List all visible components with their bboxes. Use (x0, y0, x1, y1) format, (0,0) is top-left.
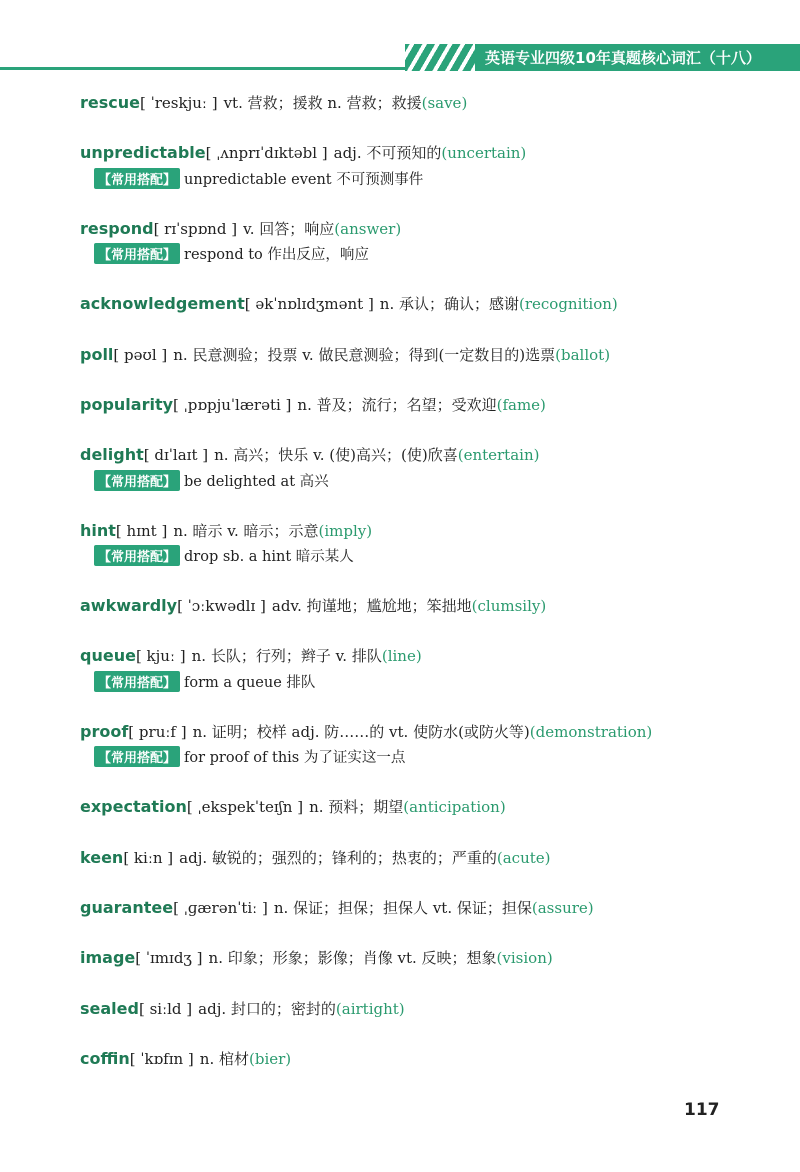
headword: queue (80, 646, 136, 666)
definition: n. 民意测验；投票 v. 做民意测验；得到(一定数目的)选票 (173, 345, 556, 364)
entry-line (80, 796, 770, 820)
collocation-line (94, 544, 770, 568)
synonym: (line) (381, 647, 422, 666)
vocab-entry (80, 847, 770, 897)
definition: n. 证明；校样 adj. 防……的 vt. 使防水(或防火等) (192, 722, 530, 741)
vocab-entry (80, 344, 770, 394)
headword: rescue (80, 93, 140, 112)
collocation-example: for proof of this 为了证实这一点 (184, 750, 406, 767)
vocab-entry (80, 444, 770, 520)
phonetic: [ ˈkɒfɪn ] (129, 1049, 194, 1068)
vocab-entry (80, 796, 770, 846)
synonym: (airtight) (335, 999, 405, 1018)
synonym: (acute) (496, 848, 551, 867)
phonetic: [ ˌpɒpjuˈlærəti ] (173, 395, 292, 414)
headword: coffin (80, 1048, 130, 1068)
collocation-line (94, 745, 770, 769)
synonym: (clumsily) (471, 597, 547, 616)
definition: n. 暗示 v. 暗示；示意 (173, 521, 319, 540)
definition: n. 棺材 (199, 1049, 249, 1068)
definition: adj. 敏锐的；强烈的；锋利的；热衷的；严重的 (179, 848, 497, 867)
phonetic: [ ˈreskjuː ] (140, 94, 218, 112)
entry-line (80, 721, 770, 745)
vocab-entry (80, 721, 770, 797)
definition: n. 高兴；快乐 v. (使)高兴；(使)欣喜 (214, 446, 458, 465)
synonym: (entertain) (457, 446, 540, 465)
entry-line (80, 897, 770, 921)
phonetic: [ ˌɡærənˈtiː ] (173, 899, 268, 918)
collocation-badge: 【常用搭配】 (94, 168, 180, 189)
definition: adv. 拘谨地；尴尬地；笨拙地 (271, 597, 472, 616)
headword: hint (80, 520, 116, 540)
definition: n. 预料；期望 (309, 798, 404, 817)
phonetic: [ kjuː ] (135, 647, 186, 666)
collocation-badge: 【常用搭配】 (94, 671, 180, 692)
headword: popularity (80, 394, 174, 414)
collocation-badge: 【常用搭配】 (94, 243, 180, 264)
phonetic: [ ˈɔːkwədlɪ ] (177, 597, 266, 616)
synonym: (anticipation) (403, 798, 506, 817)
phonetic: [ pəʊl ] (113, 345, 168, 364)
headword: unpredictable (80, 143, 206, 163)
synonym: (demonstration) (529, 722, 653, 741)
entry-line (80, 394, 770, 418)
collocation-example: form a queue 排队 (184, 674, 316, 691)
vocab-entry (80, 998, 770, 1048)
entry-line (80, 1048, 770, 1072)
headword: poll (80, 344, 114, 364)
phonetic: [ ˈɪmɪdʒ ] (135, 949, 203, 968)
header-stripes-icon (405, 44, 475, 71)
synonym: (assure) (531, 899, 594, 918)
collocation-example: respond to 作出反应，响应 (184, 247, 369, 264)
definition: adj. 不可预知的 (333, 144, 442, 163)
vocab-entry (80, 947, 770, 997)
definition: n. 承认；确认；感谢 (379, 295, 519, 314)
phonetic: [ rɪˈspɒnd ] (153, 219, 238, 238)
entry-line (80, 92, 770, 116)
headword: keen (80, 847, 124, 867)
phonetic: [ əkˈnɒlɪdʒmənt ] (244, 295, 374, 314)
headword: proof (80, 721, 129, 741)
vocab-entry (80, 142, 770, 218)
headword: image (80, 948, 136, 968)
phonetic: [ ˌʌnprɪˈdɪktəbl ] (205, 144, 328, 163)
synonym: (recognition) (519, 295, 618, 314)
entry-line (80, 947, 770, 971)
vocab-entry (80, 92, 770, 142)
collocation-example: drop sb. a hint 暗示某人 (184, 549, 354, 566)
definition: n. 长队；行列；辫子 v. 排队 (191, 647, 382, 666)
vocab-entry (80, 293, 770, 343)
phonetic: [ pruːf ] (128, 722, 187, 741)
phonetic: [ hɪnt ] (115, 521, 168, 540)
vocab-entry (80, 595, 770, 645)
definition: adj. 封口的；密封的 (198, 999, 336, 1018)
vocab-entry (80, 520, 770, 596)
entry-line (80, 847, 770, 871)
vocabulary-list (80, 92, 770, 1098)
collocation-line (94, 468, 770, 492)
synonym: (answer) (334, 219, 402, 238)
definition: v. 回答；响应 (243, 219, 335, 238)
collocation-line (94, 242, 770, 266)
collocation-line (94, 669, 770, 693)
headword: awkwardly (80, 596, 178, 616)
definition: vt. 营救；援救 n. 营救；救援 (223, 94, 422, 112)
collocation-badge: 【常用搭配】 (94, 746, 180, 767)
synonym: (vision) (496, 949, 553, 968)
synonym: (fame) (496, 395, 546, 414)
headword: acknowledgement (80, 294, 245, 314)
collocation-badge: 【常用搭配】 (94, 545, 180, 566)
vocab-entry (80, 897, 770, 947)
vocab-entry (80, 394, 770, 444)
phonetic: [ kiːn ] (123, 848, 174, 867)
headword: delight (80, 445, 144, 465)
phonetic: [ siːld ] (138, 999, 193, 1018)
header-rule (0, 67, 420, 70)
entry-line (80, 444, 770, 468)
page-number: 117 (684, 1100, 720, 1120)
entry-line (80, 998, 770, 1022)
entry-line (80, 595, 770, 619)
headword: guarantee (80, 898, 174, 918)
entry-line (80, 293, 770, 317)
phonetic: [ dɪˈlaɪt ] (143, 446, 209, 465)
synonym: (ballot) (555, 345, 611, 364)
vocab-entry (80, 1048, 770, 1098)
collocation-example: unpredictable event 不可预测事件 (184, 171, 424, 188)
headword: sealed (80, 998, 139, 1018)
vocab-entry (80, 218, 770, 294)
entry-line (80, 645, 770, 669)
collocation-example: be delighted at 高兴 (184, 473, 329, 490)
definition: n. 普及；流行；名望；受欢迎 (297, 395, 497, 414)
synonym: (bier) (249, 1049, 292, 1068)
entry-line (80, 218, 770, 242)
synonym: (imply) (318, 521, 373, 540)
collocation-line (94, 166, 770, 190)
definition: n. 保证；担保；担保人 vt. 保证；担保 (273, 899, 532, 918)
entry-line (80, 142, 770, 166)
header-title: 英语专业四级10年真题核心词汇（十八） (485, 49, 761, 67)
definition: n. 印象；形象；影像；肖像 vt. 反映；想象 (208, 949, 497, 968)
synonym: (save) (421, 94, 468, 112)
vocab-entry (80, 645, 770, 721)
entry-line (80, 520, 770, 544)
entry-line (80, 344, 770, 368)
headword: expectation (80, 797, 187, 817)
headword: respond (80, 218, 154, 238)
header-banner (405, 44, 800, 71)
synonym: (uncertain) (441, 144, 527, 163)
phonetic: [ ˌekspekˈteɪʃn ] (186, 798, 304, 817)
collocation-badge: 【常用搭配】 (94, 470, 180, 491)
